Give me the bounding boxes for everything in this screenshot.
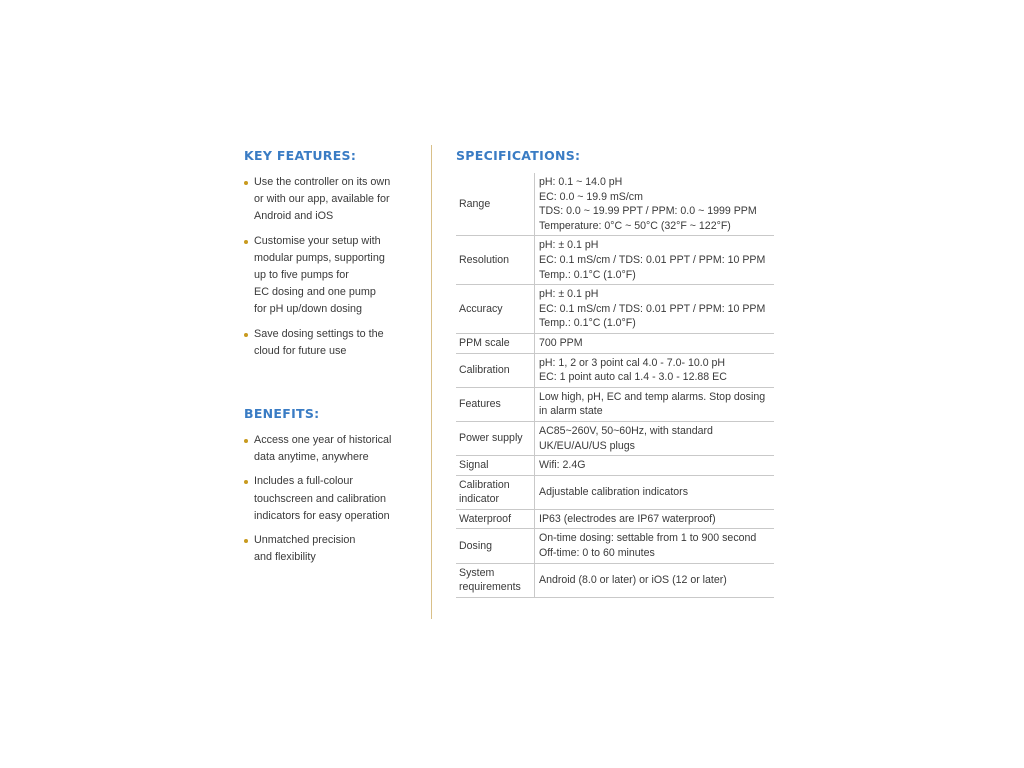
bullet-icon [244,539,248,543]
spec-label: Resolution [456,236,535,285]
benefits-heading: BENEFITS: [244,406,320,422]
spec-row-waterproof [456,509,774,529]
spec-value: pH: 0.1 ~ 14.0 pH EC: 0.0 ~ 19.9 mS/cm TDS: 0.0 ~ 19.99 PPT / PPM: 0.0 ~ 1999 PPM Temperature: 0°C ~ 50°C (32°F ~ 122°F) [535,173,775,236]
spec-row-power-supply [456,421,774,455]
right-column [456,148,776,598]
spec-label: Accuracy [456,285,535,334]
benefit-item [244,432,414,466]
bullet-icon [244,181,248,185]
key-feature-text: Save dosing settings to the cloud for future use [254,327,384,357]
key-feature-text: Use the controller on its own or with our app, available for Android and iOS [254,176,391,223]
key-features-heading: KEY FEATURES: [244,148,357,163]
key-feature-item [244,174,414,226]
benefit-item [244,532,414,566]
spec-row-ppm-scale [456,333,774,353]
spec-label: Features [456,387,535,421]
bullet-icon [244,240,248,244]
key-feature-item [244,233,414,319]
spec-row-features [456,387,774,421]
key-features-list [244,174,414,360]
spec-label: PPM scale [456,333,535,353]
spec-label: Dosing [456,529,535,563]
benefit-item [244,473,414,525]
spec-value: AC85~260V, 50~60Hz, with standard UK/EU/AU/US plugs [535,421,775,455]
spec-value: pH: ± 0.1 pH EC: 0.1 mS/cm / TDS: 0.01 PPT / PPM: 10 PPM Temp.: 0.1°C (1.0°F) [535,285,775,334]
spec-row-system-requirements [456,563,774,597]
column-divider [431,145,432,619]
spec-label: System requirements [456,563,535,597]
key-feature-text: Customise your setup with modular pumps, supporting up to five pumps for EC dosing and one pump for pH up/down dosing [254,234,385,316]
spec-value: Low high, pH, EC and temp alarms. Stop dosing in alarm state [535,387,775,421]
spec-value: On-time dosing: settable from 1 to 900 second Off-time: 0 to 60 minutes [535,529,775,563]
spec-value: IP63 (electrodes are IP67 waterproof) [535,509,775,529]
spec-row-signal [456,456,774,476]
spec-row-calibration [456,353,774,387]
spec-row-dosing [456,529,774,563]
spec-value: 700 PPM [535,333,775,353]
specifications-table [456,173,774,598]
benefit-text: Unmatched precision and flexibility [254,534,356,564]
specifications-heading: SPECIFICATIONS: [456,148,581,163]
spec-row-resolution [456,236,774,285]
spec-row-calibration-indicator [456,475,774,509]
spec-label: Power supply [456,421,535,455]
key-feature-item [244,326,414,360]
spec-label: Waterproof [456,509,535,529]
bullet-icon [244,480,248,484]
spec-row-accuracy [456,285,774,334]
spec-label: Calibration indicator [456,475,535,509]
spec-value: Adjustable calibration indicators [535,475,775,509]
spec-label: Range [456,173,535,236]
spec-row-range [456,173,774,236]
spec-value: pH: 1, 2 or 3 point cal 4.0 - 7.0- 10.0 pH EC: 1 point auto cal 1.4 - 3.0 - 12.88 EC [535,353,775,387]
bullet-icon [244,333,248,337]
benefit-text: Access one year of historical data anytime, anywhere [254,434,392,464]
benefits-list [244,432,414,566]
benefit-text: Includes a full-colour touchscreen and calibration indicators for easy operation [254,475,390,522]
bullet-icon [244,439,248,443]
spec-value: pH: ± 0.1 pH EC: 0.1 mS/cm / TDS: 0.01 PPT / PPM: 10 PPM Temp.: 0.1°C (1.0°F) [535,236,775,285]
spec-value: Android (8.0 or later) or iOS (12 or later) [535,563,775,597]
spec-value: Wifi: 2.4G [535,456,775,476]
spec-label: Calibration [456,353,535,387]
spec-label: Signal [456,456,535,476]
left-column [244,148,414,573]
